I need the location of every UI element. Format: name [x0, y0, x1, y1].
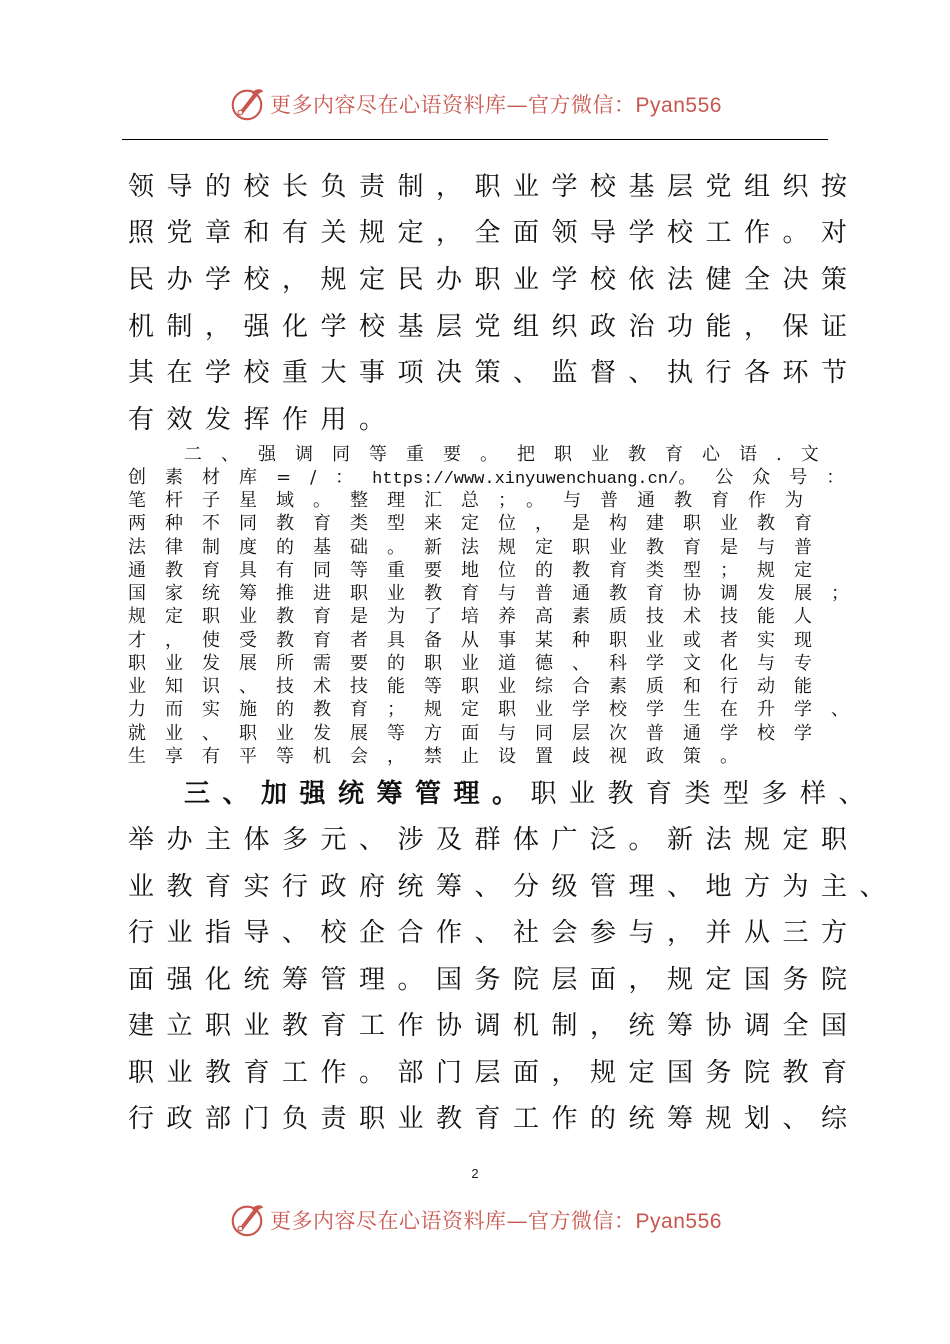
body-line: 面强化统筹管理。国务院层面，规定国务院 — [128, 965, 860, 995]
body-line: 机制，强化学校基层党组织政治功能，保证 — [128, 312, 860, 342]
body-line: 领导的校长负责制，职业学校基层党组织按 — [128, 172, 860, 202]
body-line: 通教育具有同等重要地位的教育类型；规定 — [128, 560, 831, 581]
body-line: 照党章和有关规定，全面领导学校工作。对 — [128, 218, 860, 248]
section-heading: 三、加强统筹管理。 — [184, 779, 531, 809]
watermark-banner-bottom — [0, 1198, 950, 1242]
quill-pen-icon — [228, 85, 266, 123]
body-line: 有效发挥作用。 — [128, 405, 398, 435]
watermark-text: 更多内容尽在心语资料库—官方微信：Pyan556 — [270, 93, 722, 117]
body-line: 业教育实行政府统筹、分级管理、地方为主、 — [128, 872, 899, 902]
body-line: 举办主体多元、涉及群体广泛。新法规定职 — [128, 825, 860, 855]
body-line: 就业、职业发展等方面与同层次普通学校学 — [128, 723, 831, 744]
body-line: 职业教育工作。部门层面，规定国务院教育 — [128, 1058, 860, 1088]
body-line: 二、强调同等重要。把职业教育心语.文 — [184, 444, 838, 465]
body-line: 国家统筹推进职业教育与普通教育协调发展； — [128, 583, 868, 604]
watermark-text: 更多内容尽在心语资料库—官方微信：Pyan556 — [270, 1209, 722, 1233]
body-line: 才，使受教育者具备从事某种职业或者实现 — [128, 630, 831, 651]
section-heading-line: 三、加强统筹管理。职业教育类型多样、 — [184, 779, 878, 809]
watermark-banner-top — [0, 82, 950, 126]
page-number: 2 — [471, 1166, 479, 1181]
body-line: 力而实施的教育；规定职业学校学生在升学、 — [128, 699, 868, 720]
body-line: 笔杆子星域。整理汇总；。与普通教育作为 — [128, 490, 822, 511]
body-line: 规定职业教育是为了培养高素质技术技能人 — [128, 606, 831, 627]
body-line: 两种不同教育类型来定位，是构建职业教育 — [128, 513, 831, 534]
body-line: 职业发展所需要的职业道德、科学文化与专 — [128, 653, 831, 674]
body-line: 法律制度的基础。新法规定职业教育是与普 — [128, 537, 831, 558]
body-line: 其在学校重大事项决策、监督、执行各环节 — [128, 358, 860, 388]
body-line: 行政部门负责职业教育工作的统筹规划、综 — [128, 1104, 860, 1134]
body-line: 行业指导、校企合作、社会参与，并从三方 — [128, 918, 860, 948]
quill-pen-icon — [228, 1201, 266, 1239]
body-line: 民办学校，规定民办职业学校依法健全决策 — [128, 265, 860, 295]
body-line: 业知识、技术技能等职业综合素质和行动能 — [128, 676, 831, 697]
source-url: https://www.xinyuwenchuang.cn/ — [372, 470, 679, 489]
body-line: 生享有平等机会，禁止设置歧视政策。 — [128, 746, 757, 767]
header-divider — [122, 139, 828, 140]
body-line-with-url: 创素材库=/：https://www.xinyuwenchuang.cn/。公众号： — [128, 467, 864, 489]
body-line: 建立职业教育工作协调机制，统筹协调全国 — [128, 1011, 860, 1041]
